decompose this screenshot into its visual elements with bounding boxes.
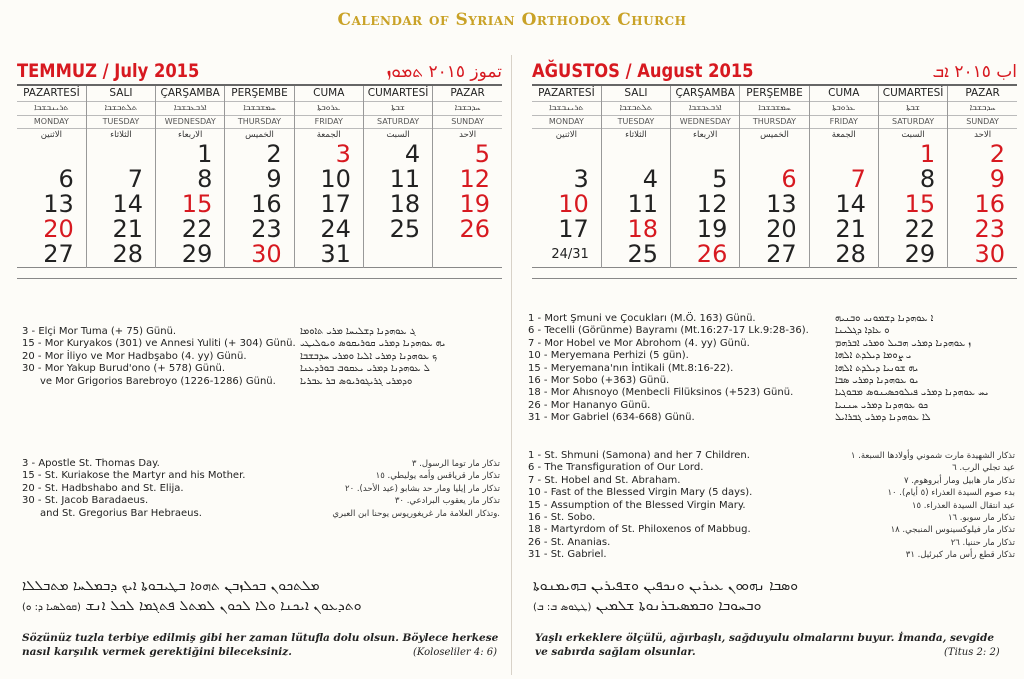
feast-list-english <box>22 458 245 520</box>
day-cell <box>948 192 1017 217</box>
day-label-ar: الاثنين <box>555 130 577 140</box>
day-cell <box>156 167 225 192</box>
list-item: 7 - St. Hobel and St. Abraham. <box>528 474 681 486</box>
day-cell <box>809 142 878 167</box>
list-item: تذكار مار إيليا ومار حد بشابو (عيد الأحد). ٢٠ <box>345 483 500 494</box>
day-cell <box>433 242 502 268</box>
day-number: 6 <box>781 165 797 193</box>
day-cell <box>156 217 225 242</box>
day-label-syr: ܚܕܒܫܒܐ <box>948 102 1017 116</box>
day-label-syr: ܐܪܒܥܒܫܒܐ <box>671 102 739 116</box>
day-number: 19 <box>459 190 490 218</box>
day-number: 27 <box>766 240 797 268</box>
day-cell <box>532 142 601 167</box>
day-label-ar: الخميس <box>245 130 274 140</box>
day-label-ar: الجمعة <box>831 130 856 140</box>
week-row <box>532 242 1017 268</box>
day-cell <box>809 242 878 268</box>
day-cell <box>17 192 86 217</box>
day-header <box>225 85 294 142</box>
day-label-en: FRIDAY <box>810 116 878 129</box>
list-item: ܙ ܥܘܗܕܢܐ ܕܡܪܝ ܗܒܝܠ ܘܡܪܝ ܐܒܪܗܡ <box>835 337 972 349</box>
feast-list-syriac <box>300 326 445 388</box>
day-label-syr: ܐܪܒܥܒܫܒܐ <box>156 102 224 116</box>
day-label-en: TUESDAY <box>602 116 670 129</box>
list-item: عيد انتقال السيدة العذراء. ١٥ <box>911 500 1015 511</box>
day-cell <box>17 142 86 167</box>
day-number: 27 <box>43 240 74 268</box>
day-cell <box>363 142 432 167</box>
list-item: 15 - Meryemana'nın İntikali (Mt.8:16-22). <box>528 362 734 374</box>
week-row <box>17 192 502 217</box>
day-label-syr: ܥܪܘܒܬܐ <box>295 102 363 116</box>
list-item: 30 - St. Jacob Baradaeus. <box>22 495 149 507</box>
month-name: TEMMUZ / July 2015 <box>17 60 200 82</box>
list-item: 15 - Mor Kuryakos (301) ve Annesi Yuliti (+ 304) Günü. <box>22 338 296 350</box>
day-cell <box>17 217 86 242</box>
feast-list-turkish <box>22 326 296 388</box>
list-item: 20 - St. Hadbshabo and St. Elija. <box>22 482 184 494</box>
day-number: 21 <box>835 215 866 243</box>
day-cell <box>225 167 294 192</box>
day-number: 9 <box>266 165 282 193</box>
day-cell <box>156 142 225 167</box>
day-number: 6 <box>58 165 74 193</box>
day-number: 9 <box>989 165 1005 193</box>
day-cell <box>601 142 670 167</box>
calendar-body <box>17 142 502 268</box>
day-cell <box>740 242 809 268</box>
day-number: 15 <box>181 190 213 218</box>
day-cell <box>878 192 947 217</box>
day-label-syr: ܫܒܬܐ <box>364 102 432 116</box>
day-number: 11 <box>389 165 421 193</box>
day-cell <box>532 192 601 217</box>
day-label-tr: CUMA <box>295 86 363 102</box>
day-header <box>294 85 363 142</box>
day-number: 15 <box>904 190 936 218</box>
day-number: 5 <box>474 140 490 168</box>
day-label-syr: ܬܠܬܒܫܒܐ <box>87 102 155 116</box>
day-number: 16 <box>974 190 1005 218</box>
day-label-syr: ܚܕܒܫܒܐ <box>433 102 502 116</box>
day-header <box>601 85 670 142</box>
day-cell <box>156 242 225 268</box>
list-item: ܝܘ ܥܘܗܕܢܐ ܕܡܪܝ ܣܒܐ <box>835 375 919 387</box>
day-cell <box>86 167 155 192</box>
day-cell <box>671 192 740 217</box>
day-header <box>809 85 878 142</box>
list-item: 6 - The Transfiguration of Our Lord. <box>528 462 704 474</box>
day-cell <box>86 242 155 268</box>
week-row <box>532 142 1017 167</box>
list-item: ܠܐ ܥܘܗܕܢܐ ܕܡܪܝ ܓܒܪܐܝܠ <box>835 412 931 424</box>
page-title: Calendar of Syrian Orthodox Church <box>337 10 687 30</box>
day-label-en: THURSDAY <box>225 116 293 129</box>
day-number: 25 <box>627 240 659 268</box>
list-item: تذكار مار هابيل ومار أبروهوم. ٧ <box>903 475 1015 486</box>
day-cell <box>532 242 601 268</box>
center-divider <box>511 55 512 675</box>
verse-syriac: ܘܣܒܐ ܢܗܘܘܢ ܥܝܪܝܢ ܘܢܟܦܝܢ ܘܫܦܝܪܝܢ ܒܗܝܡܢܘܬܐ ܘܒܚܘܒܐ ܘܒܡܣܝܒܪܢܘܬܐ ܫܠܡܝܢ (ܛܛܘܣ ܒ: ܒ) <box>533 578 799 614</box>
day-cell <box>433 142 502 167</box>
day-header <box>948 85 1017 142</box>
day-label-tr: ÇARŞAMBA <box>156 86 224 102</box>
feast-list-english <box>528 450 752 562</box>
day-label-ar: الاحد <box>974 130 992 140</box>
week-row <box>532 217 1017 242</box>
day-label-tr: PERŞEMBE <box>225 86 293 102</box>
day-number: 1 <box>919 140 936 168</box>
day-number: 13 <box>43 190 74 218</box>
list-item: ܐ ܥܘܗܕܢܐ ܕܫܡܘܢܝ ܘܒܢܝܗ <box>835 313 934 324</box>
day-cell <box>86 142 155 167</box>
day-cell <box>809 217 878 242</box>
day-cell <box>433 217 502 242</box>
verse-turkish: Yaşlı erkeklere ölçülü, ağırbaşlı, sağduyulu olmalarını buyur. İmanda, sevgide ve sabırda sağlam olsunlar. <box>535 632 995 658</box>
day-header <box>671 85 740 142</box>
day-cell <box>878 242 947 268</box>
day-cell <box>156 192 225 217</box>
day-cell <box>948 142 1017 167</box>
day-label-en: THURSDAY <box>740 116 808 129</box>
list-item: 31 - Mor Gabriel (634-668) Günü. <box>528 412 695 424</box>
day-number: 16 <box>251 190 282 218</box>
list-item: 15 - Assumption of the Blessed Virgin Mary. <box>528 499 746 511</box>
day-number: 12 <box>696 190 728 218</box>
list-item: ve Mor Grigorios Barebroyo (1226-1286) Günü. <box>40 375 276 387</box>
day-cell <box>601 192 670 217</box>
day-label-en: TUESDAY <box>87 116 155 129</box>
day-label-ar: السبت <box>901 130 925 140</box>
day-number: 23 <box>251 215 282 243</box>
calendar-body <box>532 142 1017 268</box>
month-name: AĞUSTOS / August 2015 <box>532 60 754 82</box>
week-row <box>17 217 502 242</box>
day-cell <box>294 142 363 167</box>
calendar-grid <box>532 84 1017 268</box>
list-item: ܟܘ ܥܘܗܕܢܐ ܕܡܪܝ ܚܢܢܝܐ <box>835 399 929 411</box>
day-number: 24/31 <box>551 247 589 262</box>
day-cell <box>294 167 363 192</box>
day-label-en: FRIDAY <box>295 116 363 129</box>
day-cell <box>225 142 294 167</box>
day-number: 29 <box>181 240 213 268</box>
rule <box>17 278 502 279</box>
day-cell <box>878 217 947 242</box>
month-name-arabic: اب ٢٠١٥ ܐܒ <box>932 62 1017 82</box>
day-cell <box>225 217 294 242</box>
day-cell <box>294 242 363 268</box>
day-cell <box>671 142 740 167</box>
day-number: 19 <box>696 215 728 243</box>
feast-list-turkish <box>528 313 809 425</box>
list-item: ܝ ܨܘܡܐ ܕܝܠܕܬ ܐܠܗܐ <box>835 350 912 362</box>
list-item: 3 - Elçi Mor Tuma (+ 75) Günü. <box>22 326 177 337</box>
day-header <box>86 85 155 142</box>
day-number: 7 <box>850 165 866 193</box>
day-label-en: WEDNESDAY <box>156 116 224 129</box>
week-row <box>532 167 1017 192</box>
list-item: 7 - Mor Hobel ve Mor Abrohom (4. yy) Günü. <box>528 337 750 349</box>
day-label-syr: ܬܪܝܢܒܫܒܐ <box>532 102 601 116</box>
list-item: بدء صوم السيدة العذراء (٥ أيام). ١٠ <box>887 488 1015 499</box>
list-item: 16 - St. Sobo. <box>528 512 596 524</box>
day-cell <box>363 167 432 192</box>
day-number: 8 <box>197 165 213 193</box>
list-item: 18 - Mor Ahısnoyo (Menbecli Filüksinos (+523) Günü. <box>528 387 794 399</box>
day-header <box>433 85 502 142</box>
day-number: 18 <box>389 190 421 218</box>
day-label-en: SUNDAY <box>948 116 1017 129</box>
day-cell <box>948 217 1017 242</box>
list-item: 26 - Mor Hananyo Günü. <box>528 399 651 411</box>
day-cell <box>86 217 155 242</box>
day-label-tr: CUMA <box>810 86 878 102</box>
day-label-en: SUNDAY <box>433 116 502 129</box>
month-july <box>17 52 502 268</box>
month-name-arabic: تموز ٢٠١٥ ܬܡܘܙ <box>386 62 502 82</box>
day-number: 28 <box>835 240 866 268</box>
day-label-ar: السبت <box>386 130 410 140</box>
feast-list-arabic <box>290 458 500 520</box>
day-number: 26 <box>696 240 728 268</box>
day-header <box>17 85 86 142</box>
list-item: تذكار قطع رأس مار كبرئيل. ٣١ <box>905 550 1015 561</box>
day-cell <box>294 192 363 217</box>
day-label-syr: ܥܪܘܒܬܐ <box>810 102 878 116</box>
day-label-ar: الجمعة <box>316 130 341 140</box>
day-cell <box>86 192 155 217</box>
day-cell <box>532 167 601 192</box>
day-cell <box>740 167 809 192</box>
list-item: ܟ ܥܘܗܕܢܐ ܕܡܪܝ ܐܠܝܐ ܘܡܪܝ ܚܕܒܫܒܐ <box>300 350 438 362</box>
day-label-tr: PAZAR <box>433 86 502 102</box>
day-number: 22 <box>181 215 213 243</box>
day-cell <box>948 242 1017 268</box>
day-number: 30 <box>251 240 282 268</box>
day-number: 23 <box>974 215 1005 243</box>
day-cell <box>433 192 502 217</box>
day-cell <box>809 167 878 192</box>
day-number: 13 <box>766 190 797 218</box>
day-number: 10 <box>320 165 351 193</box>
feast-list-syriac <box>835 313 989 425</box>
day-cell <box>532 217 601 242</box>
list-item: تذكار مار سوبو. ١٦ <box>947 513 1015 524</box>
rule <box>532 278 1017 279</box>
day-cell <box>740 192 809 217</box>
list-item: 20 - Mor İliyo ve Mor Hadbşabo (4. yy) Günü. <box>22 350 247 362</box>
list-item: 15 - St. Kuriakose the Martyr and his Mother. <box>22 470 246 482</box>
list-item: and St. Gregorius Bar Hebraeus. <box>40 507 202 519</box>
day-label-ar: الثلاثاء <box>625 130 647 140</box>
day-number: 25 <box>389 215 421 243</box>
list-item: ܝܚ ܥܘܗܕܢܐ ܕܡܪܝ ܦܝܠܘܟܣܝܢܘܣ ܡܒܘܓܝܐ <box>835 387 989 399</box>
day-number: 14 <box>112 190 144 218</box>
day-label-tr: CUMARTESİ <box>364 86 432 102</box>
day-label-syr: ܚܡܫܒܫܒܐ <box>225 102 293 116</box>
verse-syriac: ܡܠܬܟܘܢ ܒܟܠܙܒܢ ܬܗܘܐ ܒܛܝܒܘܬܐ ܐܝܟ ܕܒܡܠܚܐ ܡܬܒܠܠܐ ܘܬܕܥܘܢ ܐܝܟܢܐ ܘܠܐ ܠܟܘܢ ܠܡܬܠ ܦܬܓܡܐ ܠܟܠ ܐܢܫ (ܩܘܠܣܝܐ ܕ: ܘ) <box>22 578 362 614</box>
day-header <box>878 85 947 142</box>
week-row <box>532 192 1017 217</box>
feast-list-arabic <box>800 450 1015 562</box>
list-item: 10 - Meryemana Perhizi (5 gün). <box>528 350 689 362</box>
day-label-syr: ܬܪܝܢܒܫܒܐ <box>17 102 86 116</box>
day-number: 21 <box>112 215 144 243</box>
list-item: ܓ ܥܘܗܕܢܐ ܕܫܠܝܚܐ ܡܪܝ ܬܐܘܡܐ <box>300 326 416 337</box>
list-item: 30 - Mor Yakup Burud'ono (+ 578) Günü. <box>22 363 225 375</box>
day-cell <box>740 217 809 242</box>
list-item: ܠ ܥܘܗܕܢܐ ܕܡܪܝ ܝܥܩܘܒ ܒܘܪܕܥܢܐ <box>300 363 430 375</box>
day-number: 14 <box>835 190 866 218</box>
day-headers <box>532 85 1017 142</box>
day-label-en: WEDNESDAY <box>671 116 739 129</box>
day-number: 20 <box>766 215 797 243</box>
day-number: 4 <box>642 165 659 193</box>
verse-turkish: Sözünüz tuzla terbiye edilmiş gibi her zaman lütufla dolu olsun. Böylece herkese nasıl karşılık vermek gerektiğini bileceksiniz. <box>22 632 499 658</box>
day-number: 12 <box>459 165 490 193</box>
day-label-tr: SALI <box>602 86 670 102</box>
day-number: 10 <box>558 190 589 218</box>
week-row <box>17 242 502 268</box>
day-cell <box>17 242 86 268</box>
day-label-tr: ÇARŞAMBA <box>671 86 739 102</box>
verse-reference: (Titus 2: 2) <box>944 647 1000 658</box>
day-cell <box>225 192 294 217</box>
day-label-ar: الاربعاء <box>178 130 203 140</box>
day-number: 4 <box>404 140 421 168</box>
list-item: 31 - St. Gabriel. <box>528 549 607 561</box>
list-item: ܝܗ ܫܘܢܝܐ ܕܝܠܕܬ ܐܠܗܐ <box>835 362 919 374</box>
list-item: تذكار مار توما الرسول. ٣ <box>411 459 500 469</box>
day-number: 30 <box>974 240 1005 268</box>
day-label-ar: الاثنين <box>40 130 62 140</box>
day-number: 26 <box>459 215 490 243</box>
day-label-syr: ܫܒܬܐ <box>879 102 947 116</box>
day-cell <box>433 167 502 192</box>
day-number: 5 <box>712 165 728 193</box>
day-label-en: SATURDAY <box>879 116 947 129</box>
day-header <box>740 85 809 142</box>
day-number: 24 <box>320 215 351 243</box>
day-label-tr: PAZAR <box>948 86 1017 102</box>
day-number: 18 <box>627 215 659 243</box>
list-item: 10 - Fast of the Blessed Virgin Mary (5 days). <box>528 487 753 499</box>
day-header <box>156 85 225 142</box>
day-label-tr: PAZARTESİ <box>17 86 86 102</box>
day-label-ar: الاحد <box>459 130 477 140</box>
list-item: ܘ ܥܐܕܐ ܕܓܠܝܢܐ <box>835 325 890 337</box>
day-cell <box>363 242 432 268</box>
day-cell <box>878 167 947 192</box>
verse-reference: (Koloseliler 4: 6) <box>413 647 498 658</box>
day-number: 8 <box>919 165 936 193</box>
list-item: تذكار الشهيدة مارت شموني وأولادها السبعة. ١ <box>850 451 1015 461</box>
day-label-tr: PERŞEMBE <box>740 86 808 102</box>
list-item: 16 - Mor Sobo (+363) Günü. <box>528 375 670 387</box>
day-label-en: MONDAY <box>17 116 86 129</box>
day-header <box>363 85 432 142</box>
day-cell <box>225 242 294 268</box>
day-label-en: MONDAY <box>532 116 601 129</box>
day-cell <box>948 167 1017 192</box>
day-cell <box>878 142 947 167</box>
day-number: 1 <box>197 140 213 168</box>
week-row <box>17 142 502 167</box>
day-cell <box>601 217 670 242</box>
list-item: 3 - Apostle St. Thomas Day. <box>22 458 160 469</box>
day-cell <box>17 167 86 192</box>
list-item: ܝܗ ܥܘܗܕܢܐ ܕܡܪܝ ܩܘܪܝܩܘܣ ܘܝܘܠܝܛܝ <box>300 338 446 350</box>
day-cell <box>809 192 878 217</box>
list-item: ܘܕܡܪܝ ܓܪܝܓܘܪܝܘܣ ܒܪ ܥܒܪܝܐ <box>300 375 413 387</box>
list-item: 1 - St. Shmuni (Samona) and her 7 Children. <box>528 450 750 461</box>
list-item: 1 - Mort Şmuni ve Çocukları (M.Ö. 163) Günü. <box>528 313 756 324</box>
list-item: تذكار مار قرياقس وأمه يوليطي. ١٥ <box>375 471 500 482</box>
day-number: 3 <box>573 165 589 193</box>
day-number: 11 <box>627 190 659 218</box>
list-item: 18 - Martyrdom of St. Philoxenos of Mabbug. <box>528 524 751 536</box>
day-number: 31 <box>320 240 351 268</box>
day-number: 2 <box>266 140 282 168</box>
day-label-tr: SALI <box>87 86 155 102</box>
calendar-grid <box>17 84 502 268</box>
day-number: 3 <box>335 140 351 168</box>
day-cell <box>740 142 809 167</box>
list-item: 26 - St. Ananias. <box>528 536 611 548</box>
list-item: تذكار مار فيلوكسينوس المنبجي. ١٨ <box>890 525 1015 536</box>
day-label-tr: CUMARTESİ <box>879 86 947 102</box>
day-label-syr: ܚܡܫܒܫܒܐ <box>740 102 808 116</box>
day-number: 20 <box>43 215 74 243</box>
day-label-syr: ܬܠܬܒܫܒܐ <box>602 102 670 116</box>
week-row <box>17 167 502 192</box>
day-label-ar: الاربعاء <box>693 130 718 140</box>
list-item: تذكار مار حننيا. ٢٦ <box>950 537 1015 548</box>
day-label-ar: الثلاثاء <box>110 130 132 140</box>
day-number: 22 <box>904 215 936 243</box>
day-number: 7 <box>127 165 144 193</box>
month-august <box>532 52 1017 268</box>
day-label-tr: PAZARTESİ <box>532 86 601 102</box>
day-number: 29 <box>904 240 936 268</box>
day-label-en: SATURDAY <box>364 116 432 129</box>
day-cell <box>671 242 740 268</box>
day-cell <box>601 242 670 268</box>
day-cell <box>294 217 363 242</box>
day-cell <box>671 167 740 192</box>
day-cell <box>671 217 740 242</box>
day-header <box>532 85 601 142</box>
list-item: 6 - Tecelli (Görünme) Bayramı (Mt.16:27-17 Lk.9:28-36). <box>528 325 809 337</box>
day-number: 28 <box>112 240 144 268</box>
day-headers <box>17 85 502 142</box>
day-number: 17 <box>320 190 351 218</box>
list-item: عيد تجلي الرب. ٦ <box>952 463 1015 474</box>
day-cell <box>601 167 670 192</box>
day-label-ar: الخميس <box>760 130 789 140</box>
day-number: 2 <box>989 140 1005 168</box>
day-cell <box>363 192 432 217</box>
list-item: تذكار مار يعقوب البرادعي. ٣٠ <box>394 496 500 507</box>
list-item: وتذكار العلامة مار غريغوريوس يوحنا ابن العبري. <box>332 508 500 519</box>
day-number: 17 <box>558 215 589 243</box>
day-cell <box>363 217 432 242</box>
